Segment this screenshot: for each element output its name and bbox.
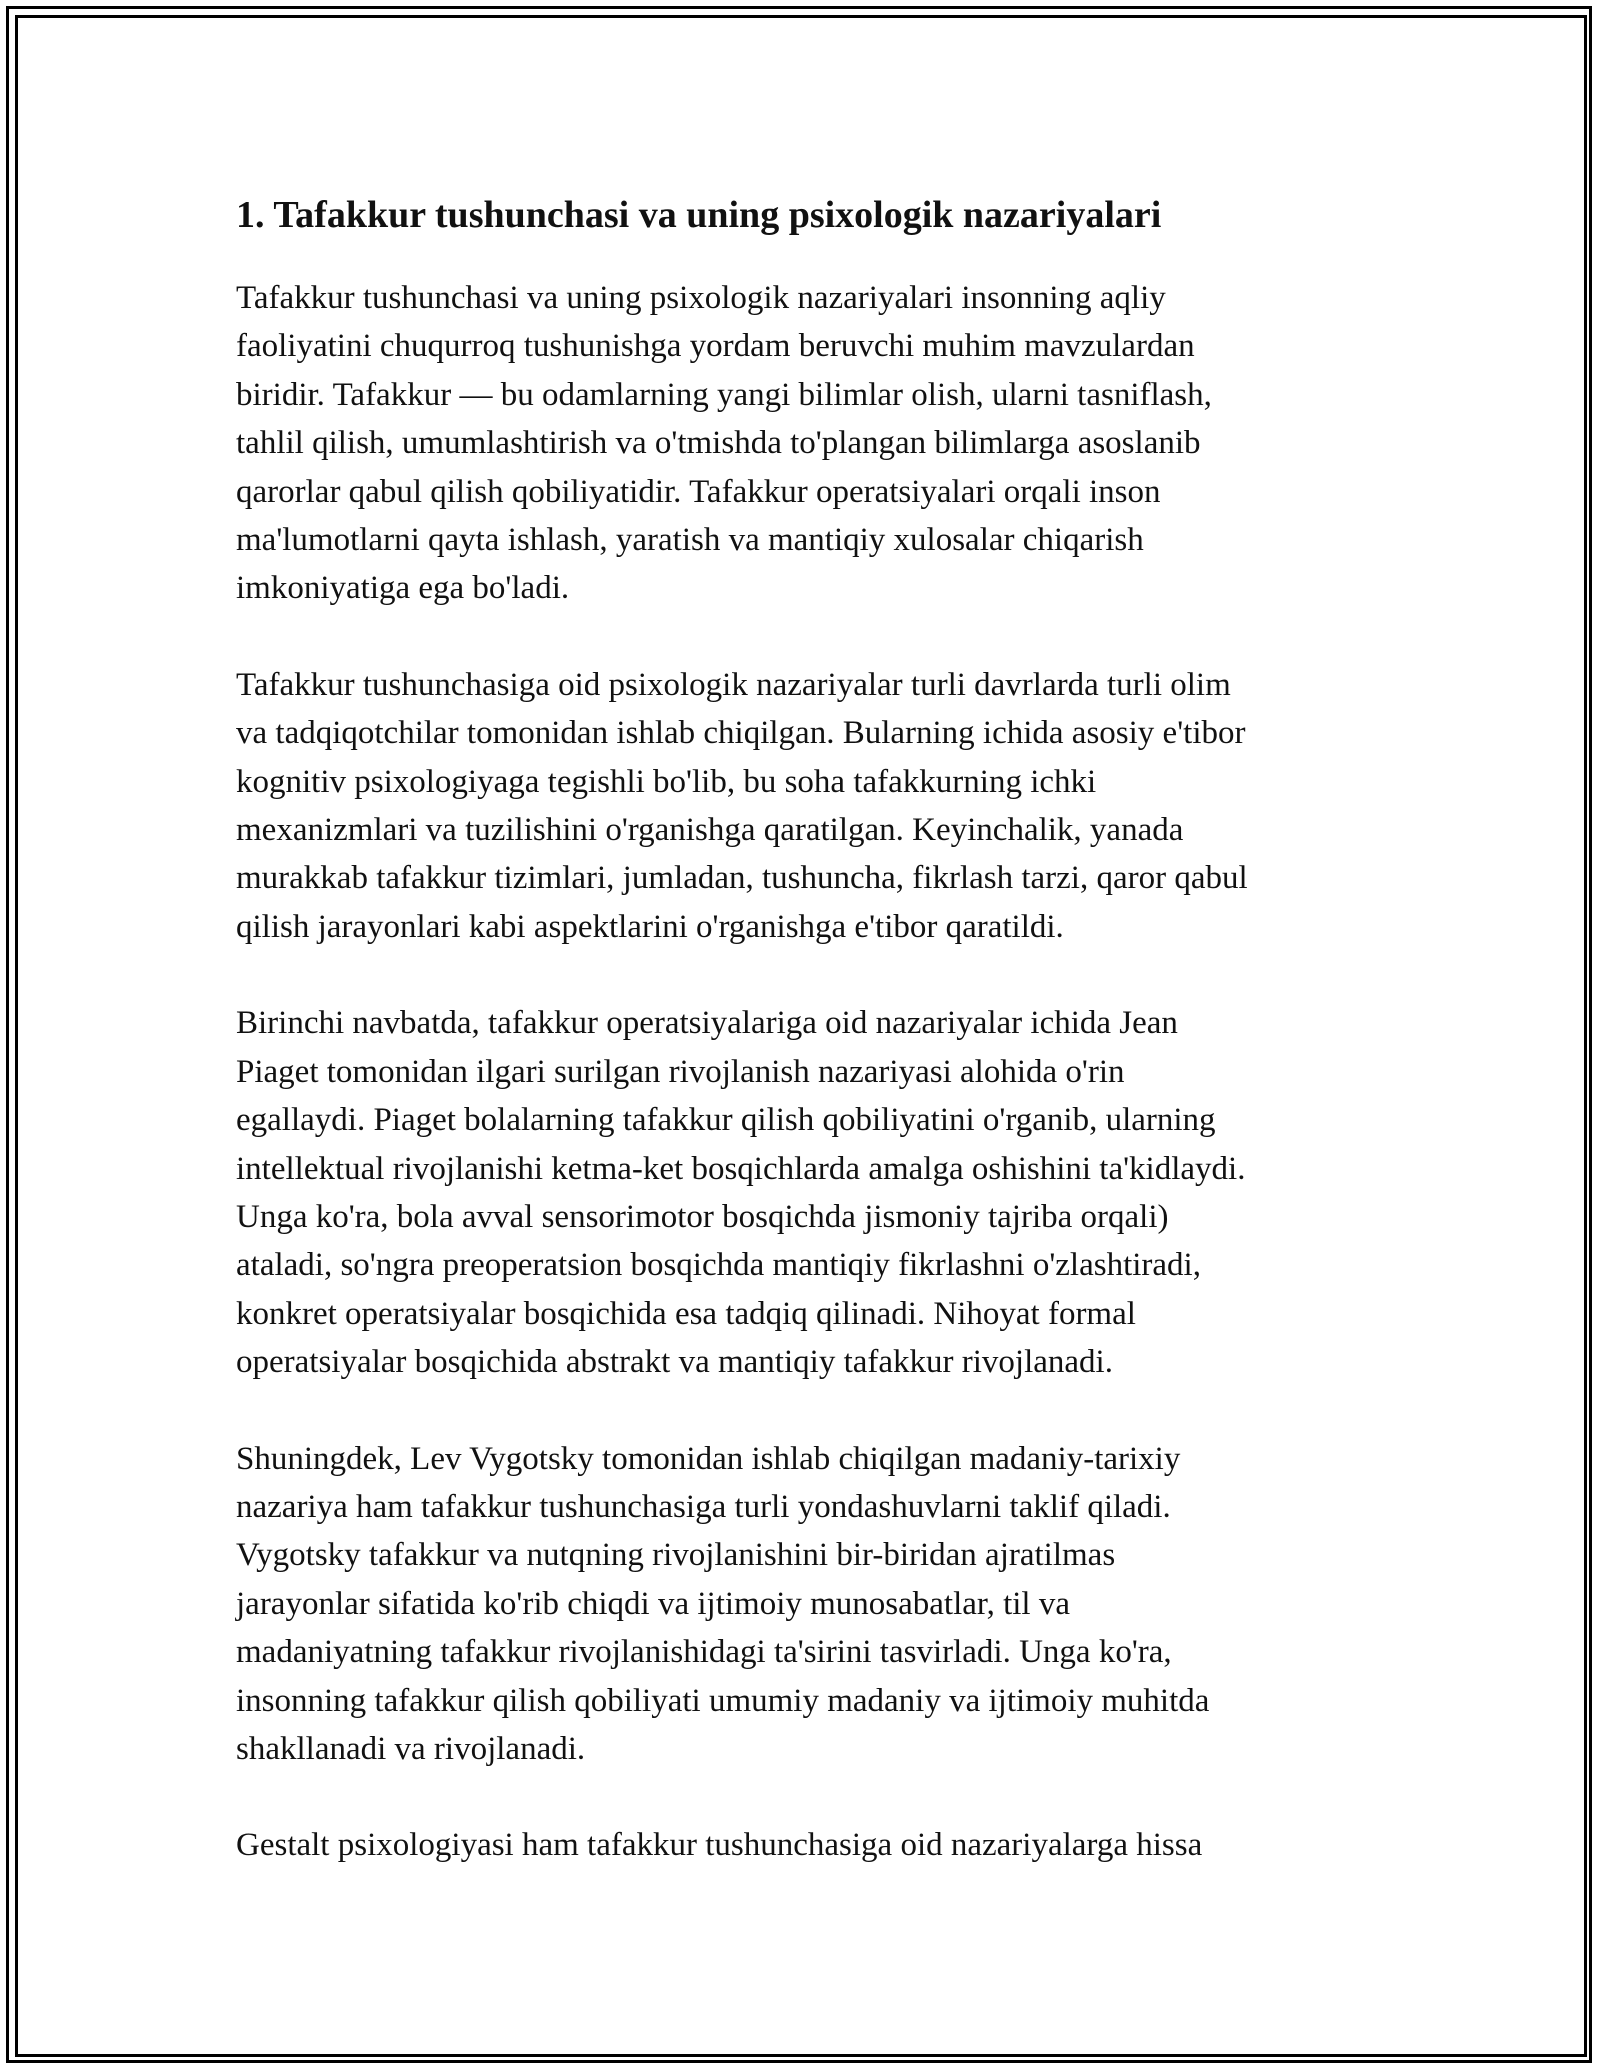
text-line: kognitiv psixologiyaga tegishli bo'lib, bu soha tafakkurning ichki (236, 763, 1097, 800)
section-heading: 1. Tafakkur tushunchasi va uning psixologik nazariyalari (236, 194, 1162, 236)
paragraph-2 (236, 661, 1376, 951)
text-line: faoliyatini chuqurroq tushunishga yordam beruvchi muhim mavzulardan (236, 328, 1195, 365)
text-line: qarorlar qabul qilish qobiliyatidir. Tafakkur operatsiyalari orqali inson (236, 473, 1161, 510)
paragraph-5 (236, 1821, 1376, 1869)
text-line: konkret operatsiyalar bosqichida esa tadqiq qilinadi. Nihoyat formal (236, 1295, 1136, 1332)
text-line: ataladi, so'ngra preoperatsion bosqichda mantiqiy fikrlashni o'zlashtiradi, (236, 1247, 1201, 1284)
text-line: qilish jarayonlari kabi aspektlarini o'rganishga e'tibor qaratildi. (236, 908, 1064, 945)
text-line: Vygotsky tafakkur va nutqning rivojlanishini bir-biridan ajratilmas (236, 1537, 1116, 1574)
document-body (236, 188, 1376, 1918)
text-line: mexanizmlari va tuzilishini o'rganishga qaratilgan. Keyinchalik, yanada (236, 812, 1184, 849)
text-line: biridir. Tafakkur — bu odamlarning yangi bilimlar olish, ularni tasniflash, (236, 376, 1212, 413)
text-line: Shuningdek, Lev Vygotsky tomonidan ishlab chiqilgan madaniy-tarixiy (236, 1440, 1181, 1477)
text-line: madaniyatning tafakkur rivojlanishidagi ta'sirini tasvirladi. Unga ko'ra, (236, 1634, 1172, 1671)
text-line: jarayonlar sifatida ko'rib chiqdi va ijtimoiy munosabatlar, til va (236, 1585, 1070, 1622)
text-line: tahlil qilish, umumlashtirish va o'tmishda to'plangan bilimlarga asoslanib (236, 425, 1201, 462)
text-line: shakllanadi va rivojlanadi. (236, 1730, 586, 1767)
text-line: nazariya ham tafakkur tushunchasiga turli yondashuvlarni taklif qiladi. (236, 1488, 1171, 1525)
text-line: Birinchi navbatda, tafakkur operatsiyalariga oid nazariyalar ichida Jean (236, 1005, 1178, 1042)
paragraph-3 (236, 999, 1376, 1386)
paragraph-1 (236, 274, 1376, 613)
text-line: Gestalt psixologiyasi ham tafakkur tushunchasiga oid nazariyalarga hissa (236, 1827, 1203, 1864)
text-line: Tafakkur tushunchasi va uning psixologik nazariyalari insonning aqliy (236, 280, 1166, 316)
text-line: Piaget tomonidan ilgari surilgan rivojlanish nazariyasi alohida o'rin (236, 1053, 1125, 1090)
text-line: Unga ko'ra, bola avval sensorimotor bosqichda jismoniy tajriba orqali) (236, 1198, 1169, 1235)
text-line: intellektual rivojlanishi ketma-ket bosqichlarda amalga oshishini ta'kidlaydi. (236, 1150, 1246, 1187)
text-line: Tafakkur tushunchasiga oid psixologik nazariyalar turli davrlarda turli olim (236, 666, 1231, 703)
text-line: murakkab tafakkur tizimlari, jumladan, tushuncha, fikrlash tarzi, qaror qabul (236, 860, 1248, 897)
text-line: ma'lumotlarni qayta ishlash, yaratish va mantiqiy xulosalar chiqarish (236, 522, 1144, 559)
text-line: va tadqiqotchilar tomonidan ishlab chiqilgan. Bularning ichida asosiy e'tibor (236, 715, 1246, 752)
text-line: imkoniyatiga ega bo'ladi. (236, 570, 570, 607)
text-line: egallaydi. Piaget bolalarning tafakkur qilish qobiliyatini o'rganib, ularning (236, 1102, 1216, 1139)
text-line: operatsiyalar bosqichida abstrakt va mantiqiy tafakkur rivojlanadi. (236, 1344, 1113, 1381)
text-line: insonning tafakkur qilish qobiliyati umumiy madaniy va ijtimoiy muhitda (236, 1682, 1210, 1719)
paragraph-4 (236, 1435, 1376, 1774)
